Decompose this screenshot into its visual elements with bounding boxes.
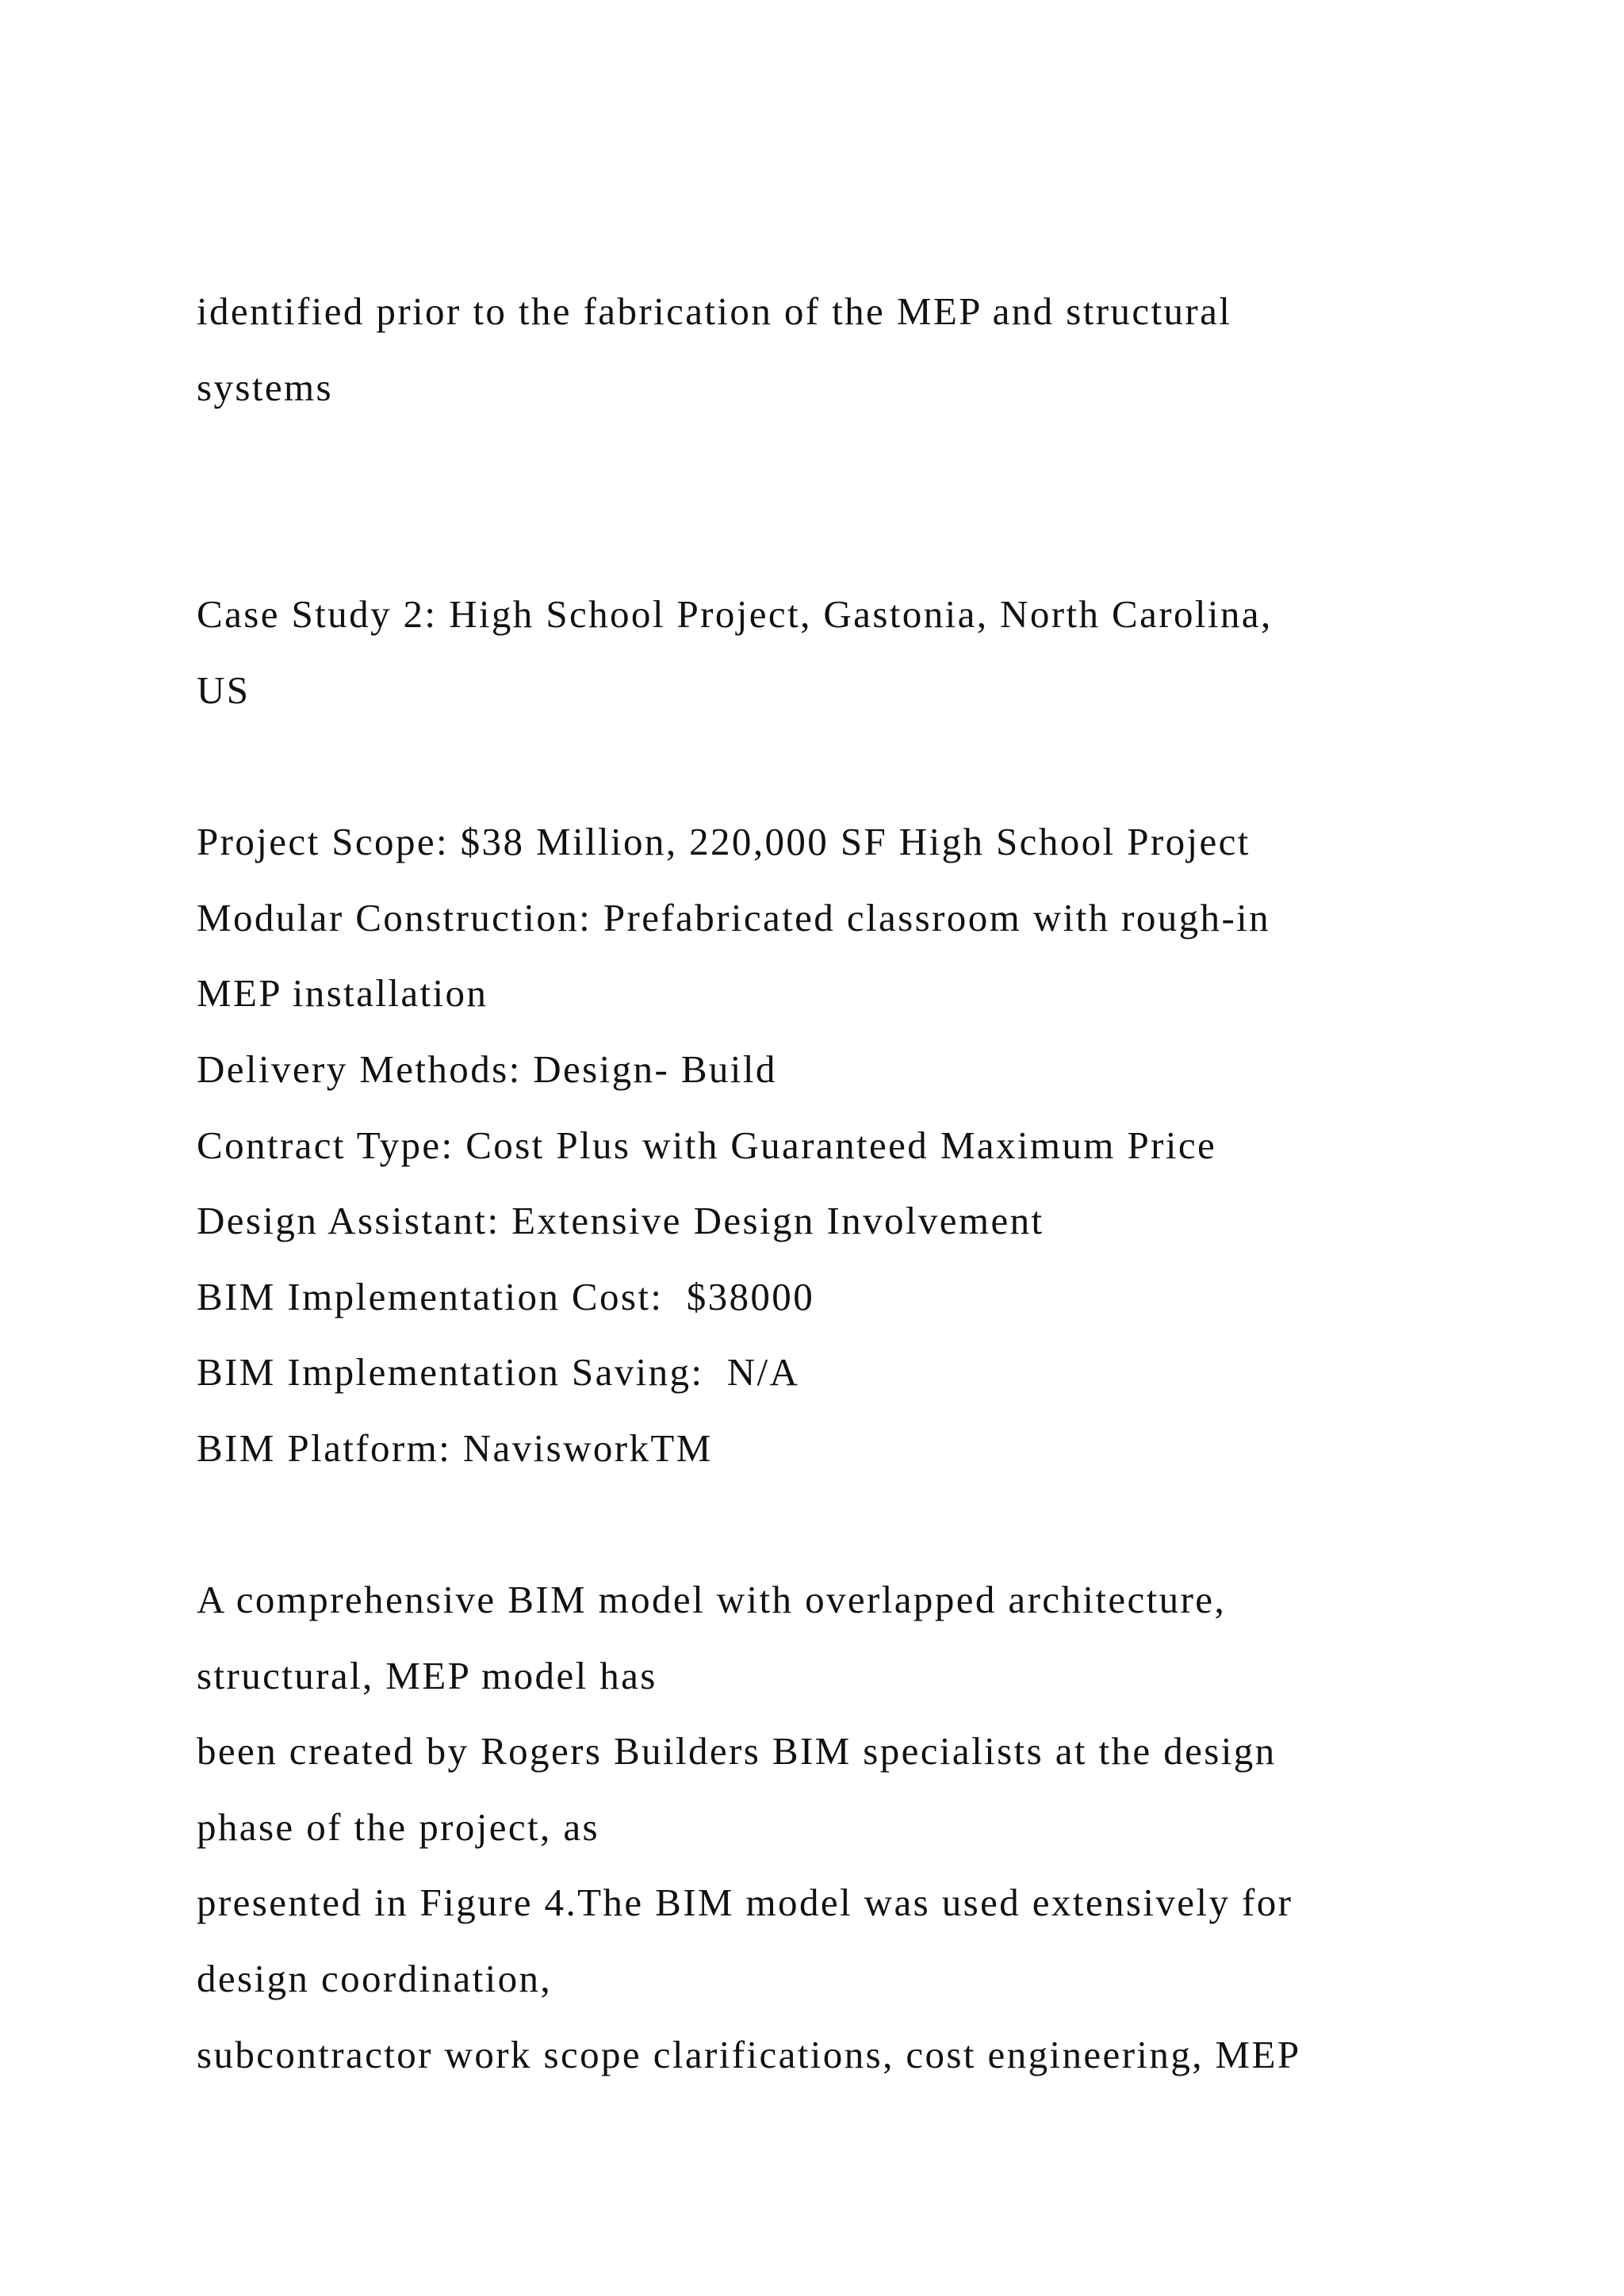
body-line-3: been created by Rogers Builders BIM specialists at the design <box>197 1729 1277 1774</box>
spacer <box>197 501 1545 577</box>
body-line-7: subcontractor work scope clarifications, cost engineering, MEP <box>197 2032 1301 2076</box>
detail-bim-cost: BIM Implementation Cost: $38000 <box>197 1274 815 1318</box>
detail-modular-construction-cont: MEP installation <box>197 971 488 1016</box>
detail-modular-construction: Modular Construction: Prefabricated classroom with rough-in <box>197 895 1271 939</box>
body-line-6: design coordination, <box>197 1957 553 2001</box>
intro-line-1: identified prior to the fabrication of the MEP and structural <box>197 289 1232 333</box>
body-line-1: A comprehensive BIM model with overlapped architecture, <box>197 1578 1227 1622</box>
detail-project-scope: Project Scope: $38 Million, 220,000 SF High School Project <box>197 820 1251 864</box>
spacer <box>197 425 1545 501</box>
intro-line-2: systems <box>197 365 333 409</box>
body-line-5: presented in Figure 4.The BIM model was used extensively for <box>197 1881 1293 1925</box>
detail-bim-platform: BIM Platform: NavisworkTM <box>197 1425 713 1470</box>
detail-delivery-methods: Delivery Methods: Design- Build <box>197 1047 777 1091</box>
document-text <box>197 274 1545 2092</box>
spacer <box>197 729 1545 805</box>
detail-contract-type: Contract Type: Cost Plus with Guaranteed Maximum Price <box>197 1123 1217 1167</box>
body-line-2: structural, MEP model has <box>197 1653 657 1697</box>
detail-bim-saving: BIM Implementation Saving: N/A <box>197 1350 800 1395</box>
case-study-title-line-1: Case Study 2: High School Project, Gastonia, North Carolina, <box>197 592 1273 637</box>
case-study-title-line-2: US <box>197 668 251 712</box>
body-line-4: phase of the project, as <box>197 1804 599 1849</box>
spacer <box>197 1487 1545 1563</box>
detail-design-assistant: Design Assistant: Extensive Design Involvement <box>197 1199 1044 1243</box>
